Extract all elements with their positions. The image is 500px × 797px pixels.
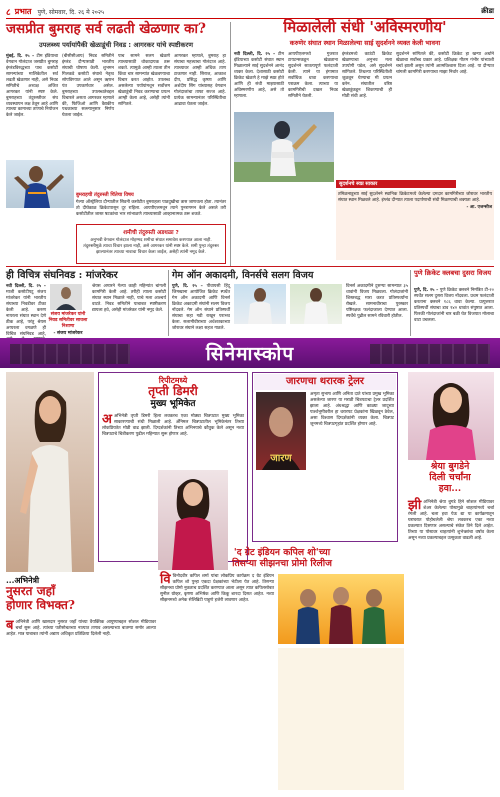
triptii-head-2: तृप्ती डिमरी xyxy=(148,384,198,399)
gameon-photo-2 xyxy=(290,284,342,324)
section-name: क्रीडा xyxy=(481,7,494,15)
jaaran-body: अमृता सुभाष आणि अनिता दाते यांच्या प्रमुख भूमिका असलेल्या जारण या मराठी चित्रपटाचा ट्रेलर प्रदर्शित झाला आहे. अंधश्रद्धा आणि काळ्या जादूच्या पार्श्वभूमीवरील हा थरारपट प्रेक्षकांना खिळवून ठेवेल, असा विश्वास दिग्दर्शकांनी व्यक्त केला. चित्रपट जूनमध्ये चित्रपटगृहांत प्रदर्शित होणार आहे. xyxy=(310,392,394,427)
nusrat-headline xyxy=(6,576,156,613)
story2-credit: - आ. एजन्सीज xyxy=(466,204,492,210)
strip-top-rule xyxy=(6,266,494,267)
triptii-headline xyxy=(100,376,246,409)
manjrekar-photo xyxy=(50,284,82,310)
nusrat-head-1: ...अभिनेत्री xyxy=(6,575,40,585)
sudharsan-photo xyxy=(234,112,334,182)
story2-subhead: करुणेर संघात स्थान मिळालेल्या साई सुदर्शनने व्यक्त केली भावना xyxy=(289,39,441,47)
jaaran-poster-title: जारण xyxy=(270,453,292,464)
manjrekar-text-1: माजी कसोटीपटू संजय मांजरेकर यांनी भारतीय संघाच्या निवडीवर टीका केली आहे. करुण नायरला संघात स्थान देणे ठीक आहे, परंतु श्रेयस अय्यरला वगळणे ही विचित्र संघनिवड आहे, xyxy=(6,289,46,337)
gameon-photo-1 xyxy=(234,284,286,324)
story1-text-1: टीम इंडियाचा वेगवान गोलंदाज जसप्रीत बुमराह इंग्लंडविरुद्धच्या पाच कसोटी सामन्यांच्या मालिकेतील सर्व लढती खेळणार नाही, असे निवड समितीचे अध्यक्ष अजित आगरकर यांनी स्पष्ट केले. बुमराहच्या तंदुरुस्तीवर संघ व्यवस्थापन लक्ष ठेवून आहे आणि त्याच्या कामाच्या ताणाचे नियोजन केले जाईल. xyxy=(6,54,58,119)
pcc-dateline: पुणे, दि. २५ – xyxy=(414,288,439,293)
manjrekar-body-2: श्रेयस अय्यरने गेल्या काही महिन्यांत चांगली कामगिरी केली आहे. तरीही त्याला कसोटी संघात स्थान मिळाले नाही, याचे मला आश्चर्य वाटते. निवड समितीने याबाबत स्पष्टीकरण द्यायला हवे, असेही मांजरेकर यांनी नमूद केले. xyxy=(92,284,166,313)
shreya-head-1: श्रेया बुगडेने xyxy=(430,461,470,472)
nusrat-head-2: नुसरत जहाँ xyxy=(6,584,56,599)
story2-body-col4: सुदर्शनने सांगितले की, कसोटी क्रिकेट हा खऱ्या अर्थाने खेळाचा सर्वोच्च प्रकार आहे. प्रशिक्षक गौतम गंभीर यांच्याशी चर्चा झाली असून त्यांनी आत्मविश्वास दिला आहे. या दौऱ्यात चांगली कामगिरी करण्याचा माझा निर्धार आहे. xyxy=(396,52,494,75)
bumrah-feature-title: बुमराहची तंदुरुस्ती चिंतेचा विषय xyxy=(76,192,134,198)
shami-box xyxy=(76,224,226,264)
triptii-head-1: रिपीटमध्ये xyxy=(158,375,188,385)
manjrekar-headline: ही विचित्र संघनिवड : मांजरेकर xyxy=(6,270,118,281)
shreya-photo xyxy=(408,372,494,460)
edition-date: पुणे, सोमवार, दि. २६ मे २०२५ xyxy=(37,8,105,16)
newspaper-logo: प्रभात xyxy=(14,7,32,16)
gameon-text-1: पीवायसी हिंदू जिमखाना आयोजित क्रिकेट स्पर्धेत गेम ऑन अकादमी आणि विनर्स क्रिकेट अकादमी संघांनी सलग विजय नोंदवले. गेम ऑन संघाने प्रतिस्पर्धी संघाचा सहा गडी राखून पराभव केला. सलामीवीराच्या अर्धशतकाच्या जोरावर संघाने लक्ष्य सहज गाठले. xyxy=(172,284,230,331)
kapil-sidebar xyxy=(278,648,404,790)
gameon-body-2: विनर्स अकादमीने दुसऱ्या सामन्यात ३५ धावांनी विजय मिळवला. गोलंदाजांनी शिस्तबद्ध मारा करत प्रतिस्पर्ध्यांना रोखले. सामनावीराचा पुरस्कार यष्टिरक्षक फलंदाजाला देण्यात आला. स्पर्धेचे पुढील सामने रविवारी होतील. xyxy=(346,284,408,319)
shami-box-text: अनुभवी वेगवान गोलंदाज मोहम्मद शमीचा संघात समावेश करण्यात आला नाही. तंदुरुस्तीमुळे त्याचा विचार झाला नाही, असे आगरकर यांनी स्पष्ट केले. शमी पुन्हा तंदुरुस्त झाल्यानंतर त्याच्या नावाचा विचार केला जाईल, असेही त्यांनी नमूद केले. xyxy=(83,238,219,255)
shami-box-title: शमीची तंदुरुस्ती अडथळा ? xyxy=(123,230,179,236)
manjrekar-pull-text: संजय मांजरेकर यांनी निवड समितीवर साधला निशाणा xyxy=(48,312,88,330)
story2-text-1: टीम इंडियाच्या कसोटी संघात स्थान मिळाल्याने साई सुदर्शनने आनंद व्यक्त केला. देशासाठी कसोटी क्रिकेट खेळणे हे माझे स्वप्न होते आणि ही संधी माझ्यासाठी अविस्मरणीय आहे, असे तो म्हणाला. xyxy=(234,52,284,99)
story1-headline: जसप्रीत बुमराह सर्व लढती खेळणार का? xyxy=(6,21,206,37)
jaaran-poster xyxy=(256,392,306,470)
masthead xyxy=(6,5,494,19)
manjrekar-pull-credit: - संजय मांजरेकर xyxy=(53,330,83,336)
story2-body-col2: आयपीएलमध्ये गुजरात टायटन्सकडून खेळताना सुदर्शनने सातत्यपूर्ण फलंदाजी केली. त्याने या हंगामात सर्वाधिक धावा करण्याचा पराक्रम केला. त्याच्या या कामगिरीची दखल निवड समितीने घेतली. xyxy=(288,52,338,99)
shreya-head-2: दिली चर्चांना xyxy=(429,471,471,483)
shreya-dropcap: झी xyxy=(408,498,422,513)
sudharsan-caption-text xyxy=(336,190,494,260)
manjrekar-pull-quote xyxy=(48,312,88,336)
kapil-body xyxy=(160,574,274,790)
strip-divider-2 xyxy=(410,270,411,336)
strip-divider-1 xyxy=(168,270,169,336)
pcc-headline: पुणे क्रिकेट क्लबचा दुसरा विजय xyxy=(414,269,492,277)
story1-dateline: मुंबई, दि. २५ – xyxy=(6,54,35,59)
story2-dateline: नवी दिल्ली, दि. २५ – xyxy=(234,52,276,57)
bumrah-feature xyxy=(76,192,226,220)
story1-body-col4: आगरकर म्हणाले, बुमराह हा संघाचा महत्त्वाचा गोलंदाज आहे. त्याच्यावर आम्ही अधिक ताण टाकणार नाही. सिराज, आकाश दीप, प्रसिद्ध कृष्णा आणि अर्शदीप सिंग यांच्यासह वेगवान गोलंदाजांचा ताफा सज्ज आहे. प्रत्येक सामन्यानंतर परिस्थितीचा आढावा घेतला जाईल. xyxy=(174,54,226,107)
bumrah-photo xyxy=(6,160,74,208)
shreya-headline xyxy=(404,462,496,494)
triptii-dropcap: अ xyxy=(102,412,112,427)
pcc-text: पुणे क्रिकेट क्लबने निमंत्रित टी-२० स्पर्धेत सलग दुसरा विजय नोंदवला. प्रथम फलंदाजी करताना क्लबने १८६ धावा केल्या. प्रत्युत्तरात प्रतिस्पर्धी संघाचा डाव १४२ धावांत संपुष्टात आला. फिरकी गोलंदाजांनी चार बळी घेत विजयात मोलाचा वाटा उचलला. xyxy=(414,288,494,323)
sudharsan-caption: सुदर्शनचे स्वप्न साकार xyxy=(336,180,456,188)
manjrekar-body-1 xyxy=(6,284,46,336)
kapil-dropcap: वि xyxy=(160,572,171,587)
kapil-head-2: तिसऱ्या सीझनचा प्रोमो रिलीज xyxy=(232,557,332,569)
page-number: ८ xyxy=(6,8,11,18)
kapil-photo xyxy=(278,574,404,644)
kapil-head-1: 'द ग्रेट इंडियन कपिल शो'च्या xyxy=(233,547,331,558)
story2-body-col3: इंग्लंडमध्ये काउंटी क्रिकेट खेळण्याचा अनुभव मला उपयोगी पडेल, असे सुदर्शनने सांगितले. तिथल्या परिस्थितीशी जुळवून घेण्याचा मी प्रयत्न करेन. संघातील वरिष्ठ खेळाडूंकडून शिकण्याची ही मोठी संधी आहे. xyxy=(342,52,392,99)
nusrat-dropcap: ब xyxy=(6,618,14,633)
nusrat-text: अभिनेत्री आणि खासदार नुसरत जहाँ यांच्या वैयक्तिक आयुष्याबद्दल सोशल मीडियावर चर्चा सुरू आहे. त्यांच्या पतीसोबतच्या नात्यात तणाव असल्याच्या बातम्या समोर आल्या आहेत. मात्र याबाबत त्यांनी अद्याप अधिकृत प्रतिक्रिया दिलेली नाही. xyxy=(6,620,156,637)
nusrat-body xyxy=(6,620,156,790)
jaaran-headline: जारणचा थरारक ट्रेलर xyxy=(254,374,396,390)
shreya-body xyxy=(408,500,494,790)
story1-body-col2: (बीसीसीआय) निवड समितीने इंग्लंड दौऱ्यासाठी भारतीय संघाची घोषणा केली. शुभमन गिलकडे कसोटी संघाचे नेतृत्व सोपविण्यात आले असून ऋषभ पंत उपकर्णधार असेल. बुमराहच्या उपलब्धतेबद्दल विचारले असता आगरकर म्हणाले की, फिजिओ आणि वैद्यकीय पथकाच्या सल्ल्यानुसार निर्णय घेतला जाईल. xyxy=(62,54,114,119)
pcc-body xyxy=(414,288,494,336)
gameon-headline: गेम ऑन अकादमी, विनर्सचे सलग विजय xyxy=(172,270,314,281)
story2-body-col1 xyxy=(234,52,284,112)
gameon-body-1 xyxy=(172,284,230,336)
triptii-head-3: मुख्य भूमिकेत xyxy=(150,398,196,409)
nusrat-head-3: होणार विभक्त? xyxy=(6,597,75,612)
triptii-text: अभिनेत्री तृप्ती डिमरी हिला लवकरच एका मोठ्या चित्रपटात मुख्य भूमिका साकारण्याची संधी मिळाली आहे. अ‍ॅनिमल चित्रपटातील भूमिकेनंतर तिच्या लोकप्रियतेत मोठी वाढ झाली. दिग्दर्शकांनी तिच्या अभिनयाचे कौतुक केले असून नव्या चित्रपटाचे चित्रीकरण पुढील महिन्यात सुरू होणार आहे. xyxy=(102,414,244,437)
manjrekar-dateline: नवी दिल्ली, दि. २५ – xyxy=(6,284,46,289)
bumrah-feature-text: गेल्या ऑस्ट्रेलिया दौऱ्यातील सिडनी कसोटीत बुमराहला पाठदुखीचा त्रास जाणवला होता. त्यानंतर तो दीर्घकाळ क्रिकेटपासून दूर राहिला. आयपीएलमधून त्याने पुनरागमन केले असले तरी कसोटीतील जास्त षटकांचा भार सांभाळणे त्याच्यासाठी आव्हानात्मक ठरू शकते. xyxy=(76,199,226,217)
story1-subhead: उपलब्ध्य पर्यायांपैकी खेळाडूंची निवड : आगरकर यांचे स्पष्टीकरण xyxy=(39,41,193,49)
gameon-dateline: पुणे, दि. २५ – xyxy=(172,284,203,289)
cinemascope-title: सिनेमास्कोप xyxy=(205,343,295,365)
shreya-text: अभिनेत्री श्रेया बुगडे हिने सोशल मीडियावर शेअर केलेल्या पोस्टमुळे चाहत्यांमध्ये चर्चा रंगली आहे. चला हवा येऊ द्या या कार्यक्रमातून घराघरात पोहोचलेली श्रेया लवकरच एका नव्या प्रकल्पात दिसणार असल्याचे संकेत तिने दिले आहेत. तिच्या या पोस्टवर चाहत्यांनी शुभेच्छांचा वर्षाव केला असून नव्या प्रकल्पाबद्दल उत्सुकता वाढली आहे. xyxy=(408,500,494,541)
column-divider xyxy=(230,22,231,266)
story1-body-col3: पाच सामने सलग खेळणे त्याच्यासाठी धोकादायक ठरू शकते. त्यामुळे आम्ही त्याला तीन किंवा चार सामन्यांत खेळवण्याचा विचार करत आहोत. उपलब्ध असलेल्या पर्यायांमधून सर्वोत्तम खेळाडूंची निवड करण्याचा प्रयत्न आम्ही केला आहे, असेही त्यांनी सांगितले. xyxy=(118,54,170,107)
story2-headline: मिळालेली संधी 'अविस्मरणीय' xyxy=(283,18,447,36)
triptii-photo xyxy=(6,372,94,572)
kapil-headline xyxy=(160,548,404,569)
sudharsan-caption-body: तमिळनाडूच्या साई सुदर्शनने स्थानिक क्रिकेटमध्ये केलेल्या दमदार कामगिरीच्या जोरावर भारतीय संघात स्थान मिळवले आहे. इंग्लंड दौऱ्यात त्याला पदार्पणाची संधी मिळण्याची शक्यता आहे. xyxy=(338,192,492,203)
shreya-head-3: हवा... xyxy=(438,482,462,494)
kapil-text: विनोदवीर कपिल शर्मा यांचा लोकप्रिय कार्यक्रम द ग्रेट इंडियन कपिल शो पुन्हा एकदा प्रेक्षकांच्या भेटीला येत आहे. तिसऱ्या सीझनचा प्रोमो नुकताच प्रदर्शित करण्यात आला असून त्यात कपिलसोबत सुनील ग्रोव्हर, कृष्णा अभिषेक आणि किकू शारदा दिसत आहेत. नव्या सीझनमध्ये अनेक सेलिब्रिटी पाहुणे हजेरी लावणार आहेत. xyxy=(160,574,274,603)
